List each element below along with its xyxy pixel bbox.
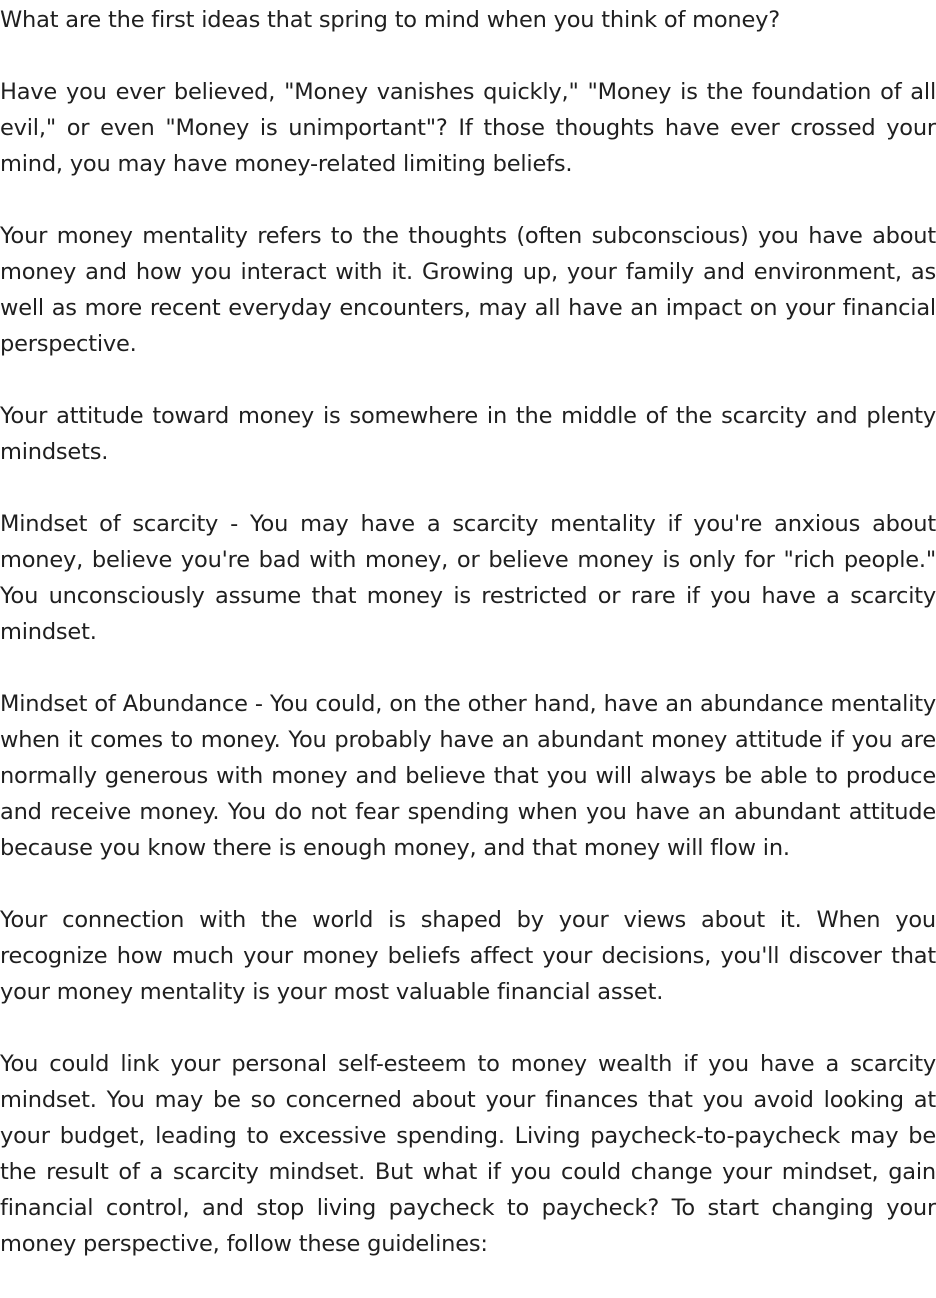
- paragraph-money-mentality: Your money mentality refers to the thoughts (often subconscious) you have about money and how you interact with it. Growing up, your family and environment, as well as more recent everyday encounters, may all have an impact on your financial perspective.: [0, 223, 936, 357]
- paragraph-intro-question: What are the first ideas that spring to mind when you think of money?: [0, 7, 780, 33]
- paragraph-abundance-mindset: Mindset of Abundance - You could, on the other hand, have an abundance mentality when it comes to money. You probably have an abundant money attitude if you are normally generous with money and believe that you will always be able to produce and receive money. You do not fear spending when you have an abundant attitude because you know there is enough money, and that money will flow in.: [0, 691, 936, 861]
- paragraph-scarcity-mindset: Mindset of scarcity - You may have a scarcity mentality if you're anxious about money, believe you're bad with money, or believe money is only for "rich people." You unconsciously assume that money is restricted or rare if you have a scarcity mindset.: [0, 511, 936, 645]
- article-body: [0, 2, 936, 1262]
- paragraph-guidelines-intro: You could link your personal self-esteem to money wealth if you have a scarcity mindset. You may be so concerned about your finances that you avoid looking at your budget, leading to excessive spending. Living paycheck-to-paycheck may be the result of a scarcity mindset. But what if you could change your mindset, gain financial control, and stop living paycheck to paycheck? To start changing your money perspective, follow these guidelines:: [0, 1051, 936, 1257]
- paragraph-attitude-spectrum: Your attitude toward money is somewhere in the middle of the scarcity and plenty mindsets.: [0, 403, 936, 465]
- paragraph-limiting-beliefs: Have you ever believed, "Money vanishes quickly," "Money is the foundation of all evil," or even "Money is unimportant"? If those thoughts have ever crossed your mind, you may have money-related limiting beliefs.: [0, 79, 936, 177]
- paragraph-world-connection: Your connection with the world is shaped by your views about it. When you recognize how much your money beliefs affect your decisions, you'll discover that your money mentality is your most valuable financial asset.: [0, 907, 936, 1005]
